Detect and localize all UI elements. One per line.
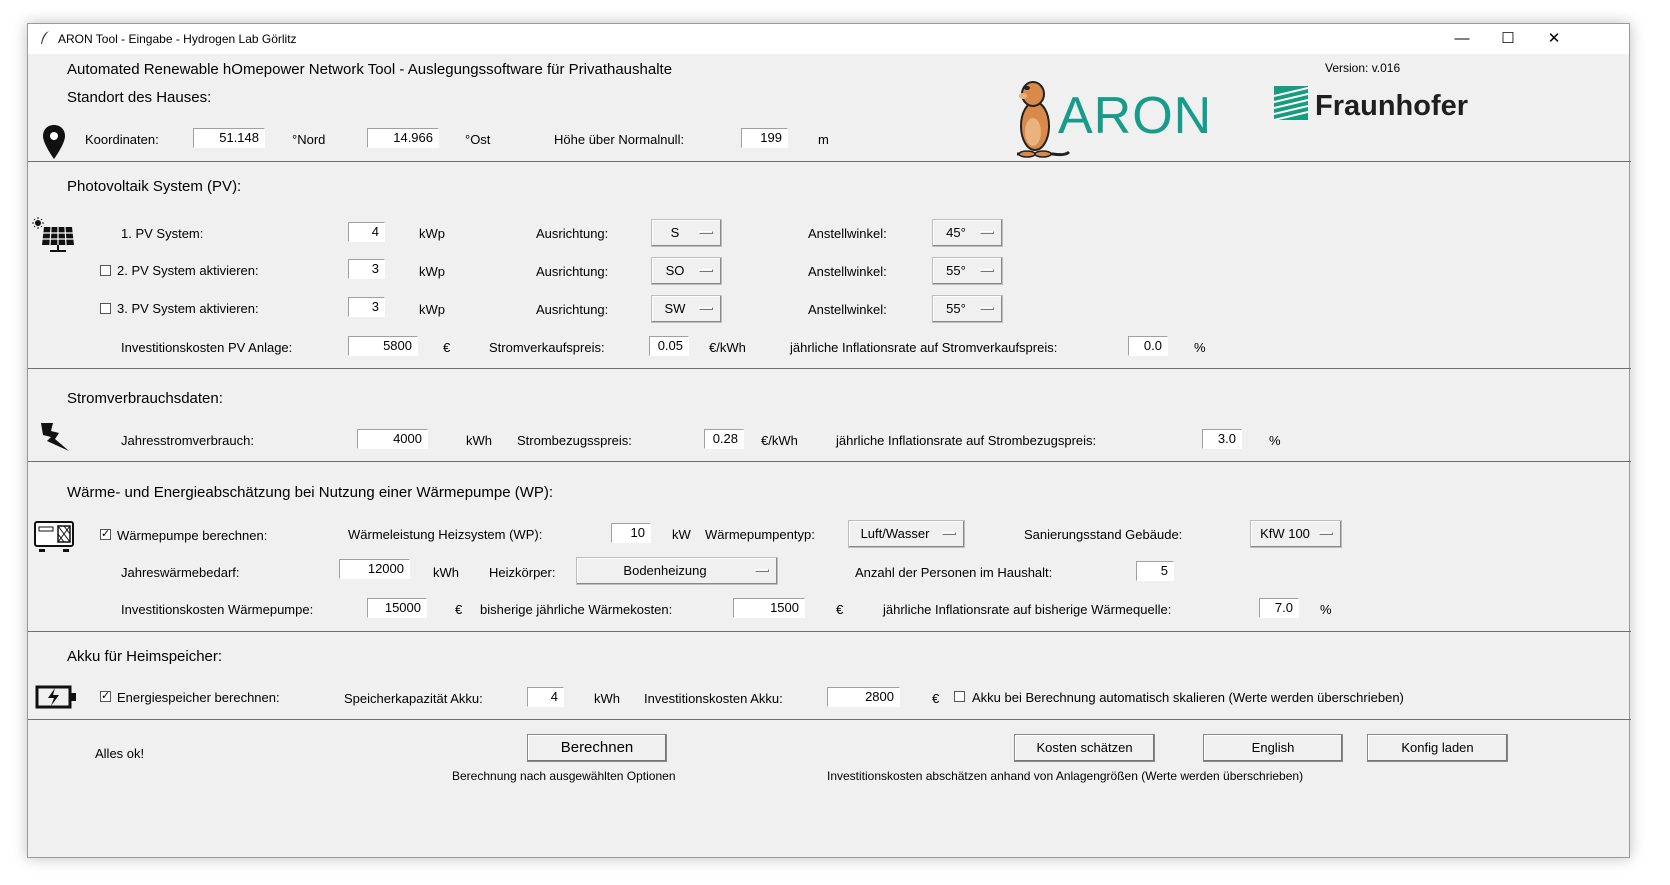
heat-demand-unit: kWh	[433, 565, 459, 580]
pv-inflation-label: jährliche Inflationsrate auf Stromverkaufspreis:	[790, 340, 1058, 355]
heatpump-type-label: Wärmepumpentyp:	[705, 527, 815, 542]
pv1-kwp-input[interactable]: 4	[348, 222, 385, 242]
battery-autoscale-checkbox[interactable]	[954, 691, 965, 702]
separator	[28, 161, 1631, 162]
heatpump-invest-input[interactable]: 15000	[367, 598, 427, 618]
dropdown-indicator-icon	[699, 269, 713, 272]
pv3-orient-value: SW	[664, 301, 686, 316]
dropdown-indicator-icon	[699, 231, 713, 234]
pv2-angle-label: Anstellwinkel:	[808, 264, 887, 279]
maximize-button[interactable]: ☐	[1501, 30, 1515, 47]
pv-invest-unit: €	[443, 340, 451, 355]
dropdown-indicator-icon	[1319, 532, 1333, 535]
battery-autoscale-label: Akku bei Berechnung automatisch skalieren (Werte werden überschrieben)	[972, 690, 1404, 705]
location-heading: Standort des Hauses:	[67, 89, 212, 106]
heat-demand-input[interactable]: 12000	[339, 559, 410, 579]
pv3-kwp-unit: kWp	[419, 302, 445, 317]
heatpump-checkbox[interactable]: ✓	[101, 528, 111, 540]
solar-panel-icon	[32, 217, 76, 255]
consumption-heading: Stromverbrauchsdaten:	[67, 390, 223, 407]
grid-price-input[interactable]: 0.28	[704, 429, 744, 449]
battery-capacity-input[interactable]: 4	[527, 687, 564, 707]
battery-calc-label: Energiespeicher berechnen:	[117, 690, 280, 705]
load-config-button[interactable]: Konfig laden	[1367, 734, 1508, 762]
longitude-input[interactable]: 14.966	[367, 128, 439, 148]
pv3-orient-label: Ausrichtung:	[536, 302, 609, 317]
pv3-label: 3. PV System aktivieren:	[117, 301, 259, 316]
minimize-button[interactable]: —	[1454, 30, 1470, 47]
persons-input[interactable]: 5	[1136, 561, 1174, 581]
title-bar	[28, 24, 1629, 54]
longitude-unit: °Ost	[465, 132, 491, 147]
pv3-angle-value: 55°	[946, 301, 966, 316]
separator	[28, 719, 1631, 720]
prev-heat-cost-label: bisherige jährliche Wärmekosten:	[480, 602, 673, 617]
pv1-angle-value: 45°	[946, 225, 966, 240]
pv1-orient-label: Ausrichtung:	[536, 226, 609, 241]
coords-label: Koordinaten:	[85, 132, 159, 147]
pv3-orient-dropdown[interactable]	[651, 295, 722, 323]
grid-inflation-input[interactable]: 3.0	[1202, 429, 1242, 449]
pv-invest-label: Investitionskosten PV Anlage:	[121, 340, 293, 355]
annual-consumption-unit: kWh	[466, 433, 492, 448]
close-button[interactable]: ✕	[1547, 30, 1561, 47]
pv3-kwp-input[interactable]: 3	[348, 297, 385, 317]
battery-icon	[35, 684, 77, 710]
heat-inflation-input[interactable]: 7.0	[1259, 598, 1299, 618]
pv2-kwp-unit: kWp	[419, 264, 445, 279]
renovation-label: Sanierungsstand Gebäude:	[1024, 527, 1183, 542]
heat-inflation-unit: %	[1320, 602, 1332, 617]
pv2-orient-label: Ausrichtung:	[536, 264, 609, 279]
pv1-angle-label: Anstellwinkel:	[808, 226, 887, 241]
battery-heading: Akku für Heimspeicher:	[67, 648, 223, 665]
pv-inflation-unit: %	[1194, 340, 1206, 355]
radiator-dropdown[interactable]	[576, 557, 778, 585]
separator	[28, 631, 1631, 632]
battery-invest-label: Investitionskosten Akku:	[644, 691, 783, 706]
pv-heading: Photovoltaik System (PV):	[67, 178, 242, 195]
fraunhofer-logo-icon	[1274, 86, 1308, 120]
pv-sell-unit: €/kWh	[709, 340, 746, 355]
prev-heat-cost-input[interactable]: 1500	[733, 598, 805, 618]
battery-checkbox[interactable]: ✓	[101, 690, 111, 702]
heat-inflation-label: jährliche Inflationsrate auf bisherige Wärmequelle:	[883, 602, 1172, 617]
heatpump-calc-label: Wärmepumpe berechnen:	[117, 528, 268, 543]
pv2-kwp-input[interactable]: 3	[348, 259, 385, 279]
calculate-hint: Berechnung nach ausgewählten Optionen	[452, 769, 676, 783]
version-label: Version: v.016	[1325, 61, 1401, 75]
heat-demand-label: Jahreswärmebedarf:	[121, 565, 240, 580]
pv1-orient-value: S	[670, 225, 680, 240]
renovation-dropdown[interactable]	[1250, 520, 1342, 548]
pv-invest-input[interactable]: 5800	[348, 336, 418, 356]
heatpump-invest-label: Investitionskosten Wärmepumpe:	[121, 602, 314, 617]
heatpump-type-dropdown[interactable]	[848, 520, 965, 548]
battery-capacity-label: Speicherkapazität Akku:	[344, 691, 483, 706]
pv-sell-input[interactable]: 0.05	[649, 336, 689, 356]
feather-icon	[38, 30, 52, 46]
heatpump-invest-unit: €	[455, 602, 463, 617]
heatpump-type-value: Luft/Wasser	[860, 526, 930, 541]
persons-label: Anzahl der Personen im Haushalt:	[855, 565, 1053, 580]
pv2-orient-value: SO	[665, 263, 685, 278]
pv2-angle-value: 55°	[946, 263, 966, 278]
altitude-label: Höhe über Normalnull:	[554, 132, 685, 147]
annual-consumption-label: Jahresstromverbrauch:	[121, 433, 254, 448]
pv3-angle-dropdown[interactable]	[932, 295, 1003, 323]
pv3-checkbox[interactable]	[100, 303, 111, 314]
pv2-checkbox[interactable]	[100, 265, 111, 276]
calculate-button[interactable]: Berechnen	[527, 734, 667, 762]
heat-pump-icon	[34, 520, 74, 552]
heat-power-label: Wärmeleistung Heizsystem (WP):	[348, 527, 543, 542]
latitude-unit: °Nord	[292, 132, 326, 147]
radiator-label: Heizkörper:	[489, 565, 556, 580]
pv1-kwp-unit: kWp	[419, 226, 445, 241]
pv1-angle-dropdown[interactable]	[932, 219, 1003, 247]
pv2-angle-dropdown[interactable]	[932, 257, 1003, 285]
pv2-orient-dropdown[interactable]	[651, 257, 722, 285]
renovation-value: KfW 100	[1260, 526, 1310, 541]
pv3-angle-label: Anstellwinkel:	[808, 302, 887, 317]
lightning-icon	[39, 421, 71, 453]
aron-logo-text: ARON	[1058, 87, 1213, 145]
estimate-costs-hint: Investitionskosten abschätzen anhand von Anlagengrößen (Werte werden überschrieben)	[827, 769, 1304, 783]
heat-power-unit: kW	[672, 527, 691, 542]
battery-invest-unit: €	[932, 691, 940, 706]
prev-heat-cost-unit: €	[836, 602, 844, 617]
status-text: Alles ok!	[95, 746, 145, 761]
estimate-costs-button[interactable]: Kosten schätzen	[1014, 734, 1155, 762]
heat-heading: Wärme- und Energieabschätzung bei Nutzung einer Wärmepumpe (WP):	[67, 484, 554, 501]
pv2-label: 2. PV System aktivieren:	[117, 263, 259, 278]
fraunhofer-logo-text: Fraunhofer	[1315, 90, 1469, 122]
dropdown-indicator-icon	[980, 307, 994, 310]
separator	[28, 461, 1631, 462]
battery-invest-input[interactable]: 2800	[827, 687, 900, 707]
app-name: Automated Renewable hOmepower Network Tool - Auslegungssoftware für Privathaushalte	[67, 61, 673, 78]
annual-consumption-input[interactable]: 4000	[357, 429, 428, 449]
pv1-orient-dropdown[interactable]	[651, 219, 722, 247]
latitude-input[interactable]: 51.148	[193, 128, 265, 148]
location-pin-icon	[42, 124, 66, 160]
grid-price-label: Strombezugsspreis:	[517, 433, 632, 448]
altitude-unit: m	[818, 132, 829, 147]
dropdown-indicator-icon	[980, 231, 994, 234]
heat-power-input[interactable]: 10	[611, 523, 651, 543]
battery-capacity-unit: kWh	[594, 691, 620, 706]
pv-inflation-input[interactable]: 0.0	[1128, 336, 1168, 356]
grid-price-unit: €/kWh	[761, 433, 798, 448]
language-button[interactable]: English	[1203, 734, 1343, 762]
pv1-label: 1. PV System:	[121, 226, 204, 241]
altitude-input[interactable]: 199	[741, 128, 788, 148]
dropdown-indicator-icon	[942, 532, 956, 535]
pv-sell-label: Stromverkaufspreis:	[489, 340, 605, 355]
dropdown-indicator-icon	[755, 569, 769, 572]
grid-inflation-label: jährliche Inflationsrate auf Strombezugspreis:	[836, 433, 1097, 448]
window-title: ARON Tool - Eingabe - Hydrogen Lab Görlitz	[58, 32, 297, 46]
grid-inflation-unit: %	[1269, 433, 1281, 448]
app-window	[27, 23, 1630, 858]
dropdown-indicator-icon	[980, 269, 994, 272]
dropdown-indicator-icon	[699, 307, 713, 310]
separator	[28, 368, 1631, 369]
radiator-value: Bodenheizung	[623, 563, 707, 578]
